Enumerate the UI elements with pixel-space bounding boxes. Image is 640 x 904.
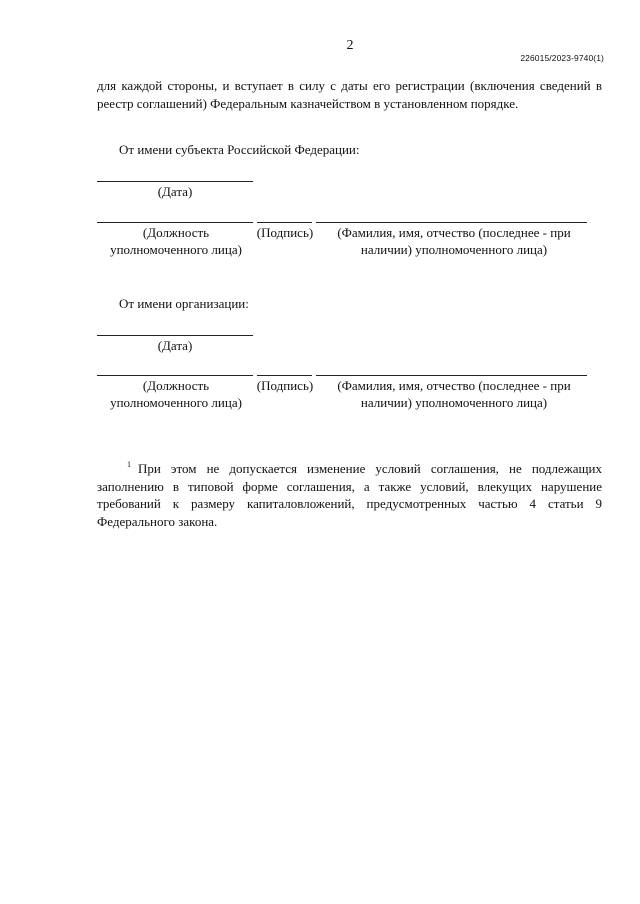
date-line bbox=[97, 335, 253, 336]
position-line bbox=[97, 375, 253, 376]
page-number: 2 bbox=[346, 38, 354, 53]
date-label: (Дата) bbox=[157, 338, 193, 353]
name-label: (Фамилия, имя, отчество (последнее - при наличии) уполномоченного лица) bbox=[337, 225, 571, 257]
date-line bbox=[97, 181, 253, 182]
signature-block-heading: От имени субъекта Российской Федерации: bbox=[119, 142, 360, 157]
name-label: (Фамилия, имя, отчество (последнее - при наличии) уполномоченного лица) bbox=[337, 378, 571, 410]
date-label: (Дата) bbox=[157, 184, 193, 199]
name-line bbox=[316, 375, 587, 376]
intro-paragraph: для каждой стороны, и вступает в силу с даты его регистрации (включения сведений в реестр соглашений) Федеральным казначейством в установленном порядке. bbox=[97, 78, 602, 111]
position-label: (Должность уполномоченного лица) bbox=[110, 225, 242, 257]
footnote-marker: 1 bbox=[127, 460, 131, 469]
signature-block-heading: От имени организации: bbox=[119, 296, 249, 311]
signature-label: (Подпись) bbox=[256, 378, 314, 393]
signature-label: (Подпись) bbox=[256, 225, 314, 240]
document-id: 226015/2023-9740(1) bbox=[520, 53, 604, 63]
name-line bbox=[316, 222, 587, 223]
footnote-text: При этом не допускается изменение условий соглашения, не подлежащих заполнению в типовой форме соглашения, а также условий, влекущих нарушение требований к размеру капиталовложений, предусмотренных частью 4 статьи 9 Федерального закона. bbox=[97, 461, 602, 529]
signature-line bbox=[257, 222, 312, 223]
footnote bbox=[97, 456, 602, 530]
position-label: (Должность уполномоченного лица) bbox=[110, 378, 242, 410]
position-line bbox=[97, 222, 253, 223]
signature-line bbox=[257, 375, 312, 376]
